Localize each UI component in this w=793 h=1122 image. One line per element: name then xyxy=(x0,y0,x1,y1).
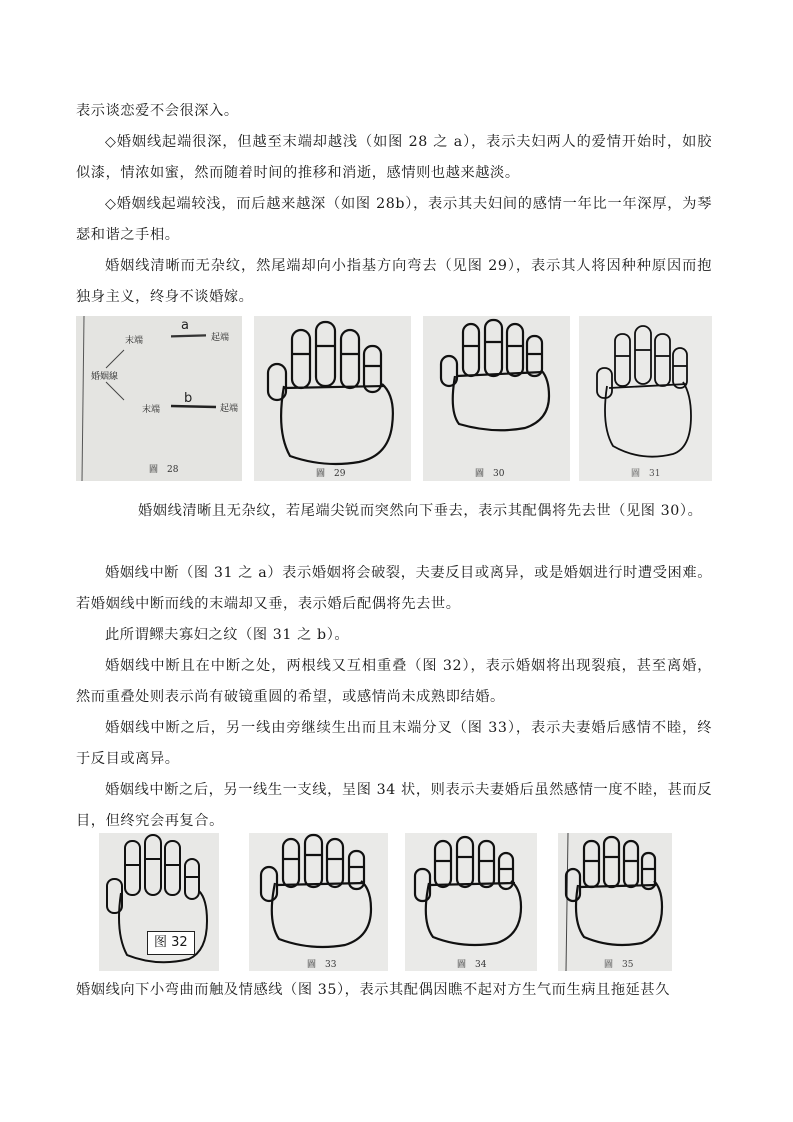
fig32-caption: 图 32 xyxy=(147,931,195,955)
fig29-caption: 圖 29 xyxy=(316,469,346,479)
fig35-caption: 圖 35 xyxy=(604,960,634,970)
figure-32 xyxy=(99,833,219,971)
paragraph-2: ◇婚姻线起端较浅，而后越来越深（如图 28b），表示其夫妇间的感情一年比一年深厚，为琴瑟和谐之手相。 xyxy=(76,196,712,243)
figure-35 xyxy=(558,833,672,971)
fig30-caption: 圖 30 xyxy=(475,469,505,479)
paragraph-4: 婚姻线清晰且无杂纹，若尾端尖锐而突然向下垂去，表示其配偶将先去世（见图 30）。 xyxy=(138,503,703,519)
paragraph-8: 婚姻线中断之后，另一线由旁继续生出而且末端分叉（图 33），表示夫妻婚后感情不睦，终于反目或离异。 xyxy=(76,720,712,767)
fig31-caption: 圖 31 xyxy=(631,469,661,479)
fig33-caption: 圖 33 xyxy=(307,960,337,970)
fig28-caption: 圖 28 xyxy=(149,465,179,475)
paragraph-0: 表示谈恋爱不会很深入。 xyxy=(76,103,239,119)
paragraph-9: 婚姻线中断之后，另一线生一支线，呈图 34 状，则表示夫妻婚后虽然感情一度不睦，甚而反目，但终究会再复合。 xyxy=(76,782,712,829)
paragraph-6: 此所谓鳏夫寡妇之纹（图 31 之 b）。 xyxy=(105,627,350,643)
paragraph-1: ◇婚姻线起端很深，但越至末端却越浅（如图 28 之 a），表示夫妇两人的爱情开始时，如胶似漆，情浓如蜜，然而随着时间的推移和消逝，感情则也越来越淡。 xyxy=(76,134,712,181)
figure-34 xyxy=(405,833,537,971)
paragraph-3: 婚姻线清晰而无杂纹，然尾端却向小指基方向弯去（见图 29），表示其人将因种种原因而抱独身主义，终身不谈婚嫁。 xyxy=(76,258,712,305)
figure-28 xyxy=(76,316,242,481)
paragraph-10: 婚姻线向下小弯曲而触及情感线（图 35），表示其配偶因瞧不起对方生气而生病且拖延甚久 xyxy=(76,982,670,998)
paragraph-5: 婚姻线中断（图 31 之 a）表示婚姻将会破裂，夫妻反目或离异，或是婚姻进行时遭受困难。若婚姻线中断而线的末端却又垂，表示婚后配偶将先去世。 xyxy=(76,565,712,612)
fig28-end-top: 末端 xyxy=(125,336,144,346)
fig28-label-a: a xyxy=(181,318,189,333)
fig28-start-top: 起端 xyxy=(211,333,230,343)
figure-33 xyxy=(249,833,388,971)
paragraph-7: 婚姻线中断且在中断之处，两根线又互相重叠（图 32），表示婚姻将出现裂痕，甚至离婚，然而重叠处则表示尚有破镜重圆的希望，或感情尚未成熟即结婚。 xyxy=(76,658,712,705)
figure-31 xyxy=(579,316,712,481)
figure-30 xyxy=(423,316,570,481)
fig28-marriage-line: 婚姻線 xyxy=(91,372,119,382)
figure-29 xyxy=(254,316,411,481)
fig28-label-b: b xyxy=(184,391,193,406)
fig34-caption: 圖 34 xyxy=(457,960,487,970)
fig28-start-bottom: 起端 xyxy=(220,404,239,414)
fig28-end-bottom: 末端 xyxy=(142,405,161,415)
